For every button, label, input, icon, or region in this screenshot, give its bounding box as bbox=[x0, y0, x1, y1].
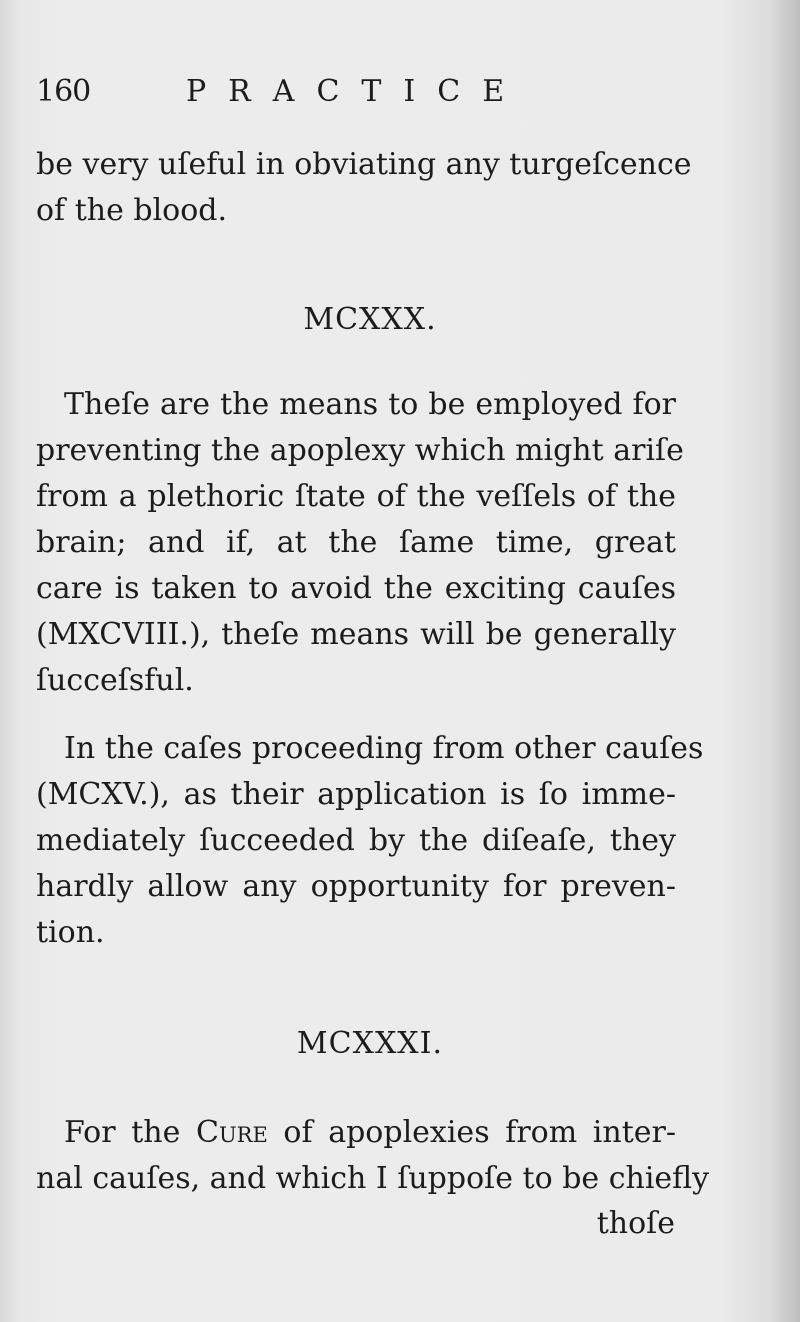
catchword: thoſe bbox=[596, 1206, 675, 1241]
page-header bbox=[36, 74, 736, 114]
paragraph-mcxxxi bbox=[36, 1110, 710, 1202]
small-caps-word: Cure bbox=[195, 1115, 268, 1150]
text-line: from a plethoric ſtate of the veſſels of the bbox=[36, 479, 676, 514]
text-line: mediately ſucceeded by the diſeaſe, they bbox=[36, 823, 676, 858]
text-line bbox=[36, 1110, 676, 1156]
text-line: hardly allow any opportunity for preven- bbox=[36, 869, 676, 904]
running-head: PRACTICE bbox=[186, 74, 527, 109]
text-line: ſucceſsful. bbox=[36, 663, 194, 698]
paragraph-other-causes bbox=[36, 726, 704, 956]
page-number: 160 bbox=[36, 74, 91, 109]
text-line: tion. bbox=[36, 915, 105, 950]
text-line: brain; and if, at the ſame time, great bbox=[36, 525, 676, 560]
text-fragment: For the bbox=[64, 1115, 181, 1150]
text-line: of the blood. bbox=[36, 193, 228, 228]
section-heading-mcxxxi: MCXXXI. bbox=[296, 1026, 444, 1061]
paragraph-mcxxx bbox=[36, 382, 684, 704]
continued-paragraph bbox=[36, 142, 692, 234]
section-heading-mcxxx: MCXXX. bbox=[303, 302, 437, 337]
text-line: preventing the apoplexy which might ariſe bbox=[36, 433, 684, 468]
text-line: (MCXV.), as their application is ſo imme- bbox=[36, 777, 676, 812]
text-line: care is taken to avoid the exciting cauſes bbox=[36, 571, 676, 606]
text-fragment: of apoplexies from inter- bbox=[283, 1115, 676, 1150]
text-line: be very uſeful in obviating any turgeſcence bbox=[36, 147, 692, 182]
text-line: Theſe are the means to be employed for bbox=[64, 387, 676, 422]
text-line: In the caſes proceeding from other cauſes bbox=[64, 731, 704, 766]
text-line: (MXCVIII.), theſe means will be generally bbox=[36, 617, 676, 652]
text-line: nal cauſes, and which I ſuppoſe to be chiefly bbox=[36, 1161, 710, 1196]
